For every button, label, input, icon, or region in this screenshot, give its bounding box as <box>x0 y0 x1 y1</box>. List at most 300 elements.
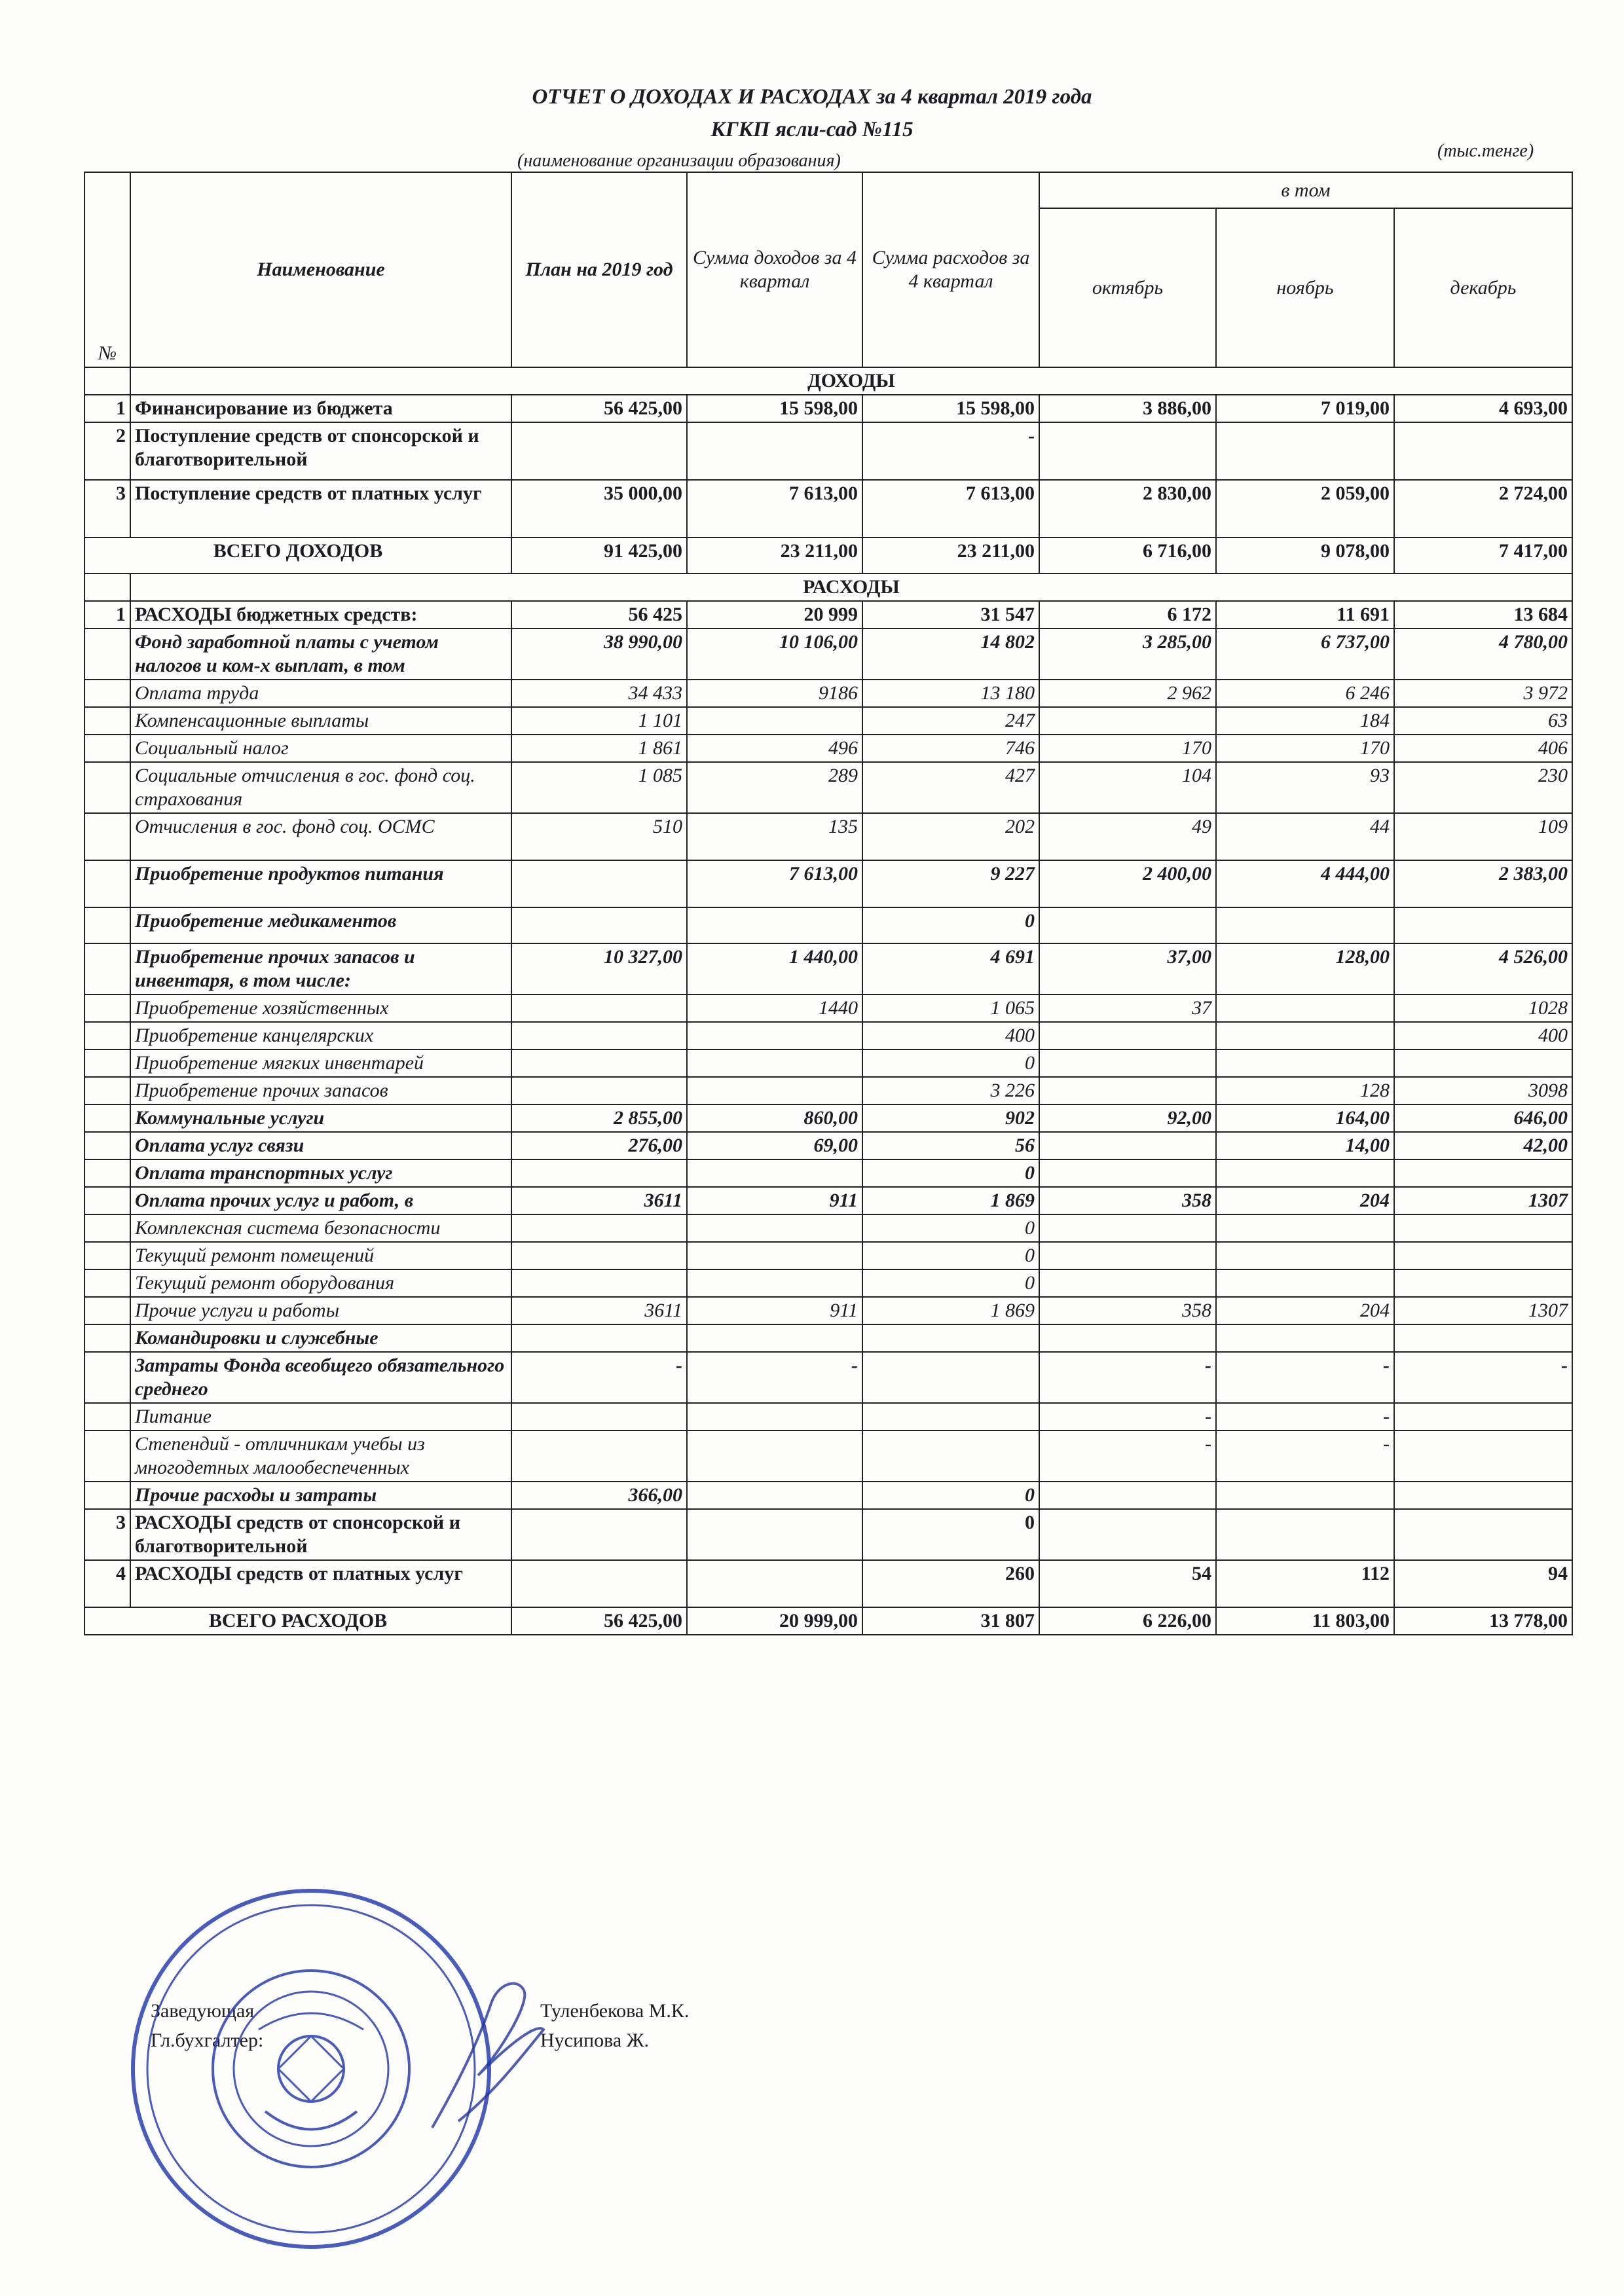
row-number: 3 <box>84 1509 130 1560</box>
cell-december <box>1394 1324 1572 1352</box>
cell-expense: 14 802 <box>862 629 1039 680</box>
row-name: Прочие услуги и работы <box>130 1297 511 1324</box>
total-plan: 56 425,00 <box>511 1607 687 1635</box>
row-number <box>84 860 130 907</box>
cell-plan <box>511 1214 687 1242</box>
cell-november <box>1216 1242 1394 1269</box>
row-number <box>84 1352 130 1403</box>
cell-november: 128 <box>1216 1077 1394 1104</box>
cell-income <box>687 707 862 735</box>
cell-december: 1028 <box>1394 994 1572 1022</box>
row-name: Оплата труда <box>130 680 511 707</box>
cell-plan: 276,00 <box>511 1132 687 1159</box>
expense-row <box>84 1104 1572 1132</box>
cell-november <box>1216 1214 1394 1242</box>
cell-plan <box>511 994 687 1022</box>
cell-expense: 1 065 <box>862 994 1039 1022</box>
row-name: Приобретение хозяйственных <box>130 994 511 1022</box>
row-number: 1 <box>84 601 130 629</box>
header-plan: План на 2019 год <box>511 172 687 367</box>
expense-row <box>84 1022 1572 1049</box>
cell-october <box>1039 1214 1216 1242</box>
cell-october <box>1039 1242 1216 1269</box>
cell-november: 2 059,00 <box>1216 480 1394 538</box>
cell-income: 7 613,00 <box>687 480 862 538</box>
row-number <box>84 1403 130 1430</box>
report-table <box>84 172 1573 1635</box>
cell-expense: 0 <box>862 1482 1039 1509</box>
row-name: Поступление средств от спонсорской и благотворительной <box>130 422 511 480</box>
total-expense: 31 807 <box>862 1607 1039 1635</box>
cell-november: 93 <box>1216 762 1394 813</box>
cell-october: - <box>1039 1430 1216 1482</box>
row-name: Оплата услуг связи <box>130 1132 511 1159</box>
cell-expense <box>862 1352 1039 1403</box>
cell-november <box>1216 1269 1394 1297</box>
cell-expense: 15 598,00 <box>862 395 1039 422</box>
cell-october: 37 <box>1039 994 1216 1022</box>
cell-expense: 56 <box>862 1132 1039 1159</box>
expense-row <box>84 813 1572 860</box>
row-number <box>84 1187 130 1214</box>
expense-row <box>84 994 1572 1022</box>
cell-october: 170 <box>1039 735 1216 762</box>
header-name: Наименование <box>130 172 511 367</box>
cell-december: 42,00 <box>1394 1132 1572 1159</box>
cell-december: 63 <box>1394 707 1572 735</box>
cell-december: 4 693,00 <box>1394 395 1572 422</box>
cell-october: 49 <box>1039 813 1216 860</box>
cell-october: 6 172 <box>1039 601 1216 629</box>
cell-expense: 4 691 <box>862 943 1039 994</box>
income-total-row <box>84 538 1572 574</box>
row-number <box>84 1049 130 1077</box>
row-name: Поступление средств от платных услуг <box>130 480 511 538</box>
cell-december <box>1394 1049 1572 1077</box>
row-name: Прочие расходы и затраты <box>130 1482 511 1509</box>
cell-income: 15 598,00 <box>687 395 862 422</box>
row-name: РАСХОДЫ средств от спонсорской и благотворительной <box>130 1509 511 1560</box>
row-number <box>84 1430 130 1482</box>
cell-income: 1 440,00 <box>687 943 862 994</box>
expense-row <box>84 1482 1572 1509</box>
cell-november: 44 <box>1216 813 1394 860</box>
cell-december: 4 526,00 <box>1394 943 1572 994</box>
cell-november: 112 <box>1216 1560 1394 1607</box>
cell-plan: 56 425 <box>511 601 687 629</box>
cell-plan <box>511 1430 687 1482</box>
expense-row <box>84 601 1572 629</box>
expense-row <box>84 1430 1572 1482</box>
expense-row <box>84 1077 1572 1104</box>
cell-income <box>687 1560 862 1607</box>
cell-november: 6 246 <box>1216 680 1394 707</box>
row-name: Комплексная система безопасности <box>130 1214 511 1242</box>
cell-october: 2 400,00 <box>1039 860 1216 907</box>
report-title: ОТЧЕТ О ДОХОДАХ И РАСХОДАХ за 4 квартал 2019 года <box>532 85 1092 109</box>
cell-income: 69,00 <box>687 1132 862 1159</box>
cell-plan <box>511 1159 687 1187</box>
row-name: Отчисления в гос. фонд соц. ОСМС <box>130 813 511 860</box>
cell-income <box>687 1509 862 1560</box>
row-number <box>84 1242 130 1269</box>
cell-income <box>687 1269 862 1297</box>
row-number <box>84 1022 130 1049</box>
row-name: Приобретение медикаментов <box>130 907 511 943</box>
cell-plan <box>511 1077 687 1104</box>
cell-expense: 260 <box>862 1560 1039 1607</box>
cell-december <box>1394 1242 1572 1269</box>
cell-december <box>1394 1269 1572 1297</box>
cell-plan: 1 861 <box>511 735 687 762</box>
header-december: декабрь <box>1394 208 1572 367</box>
cell-income <box>687 1159 862 1187</box>
expense-row <box>84 1352 1572 1403</box>
cell-december: 94 <box>1394 1560 1572 1607</box>
cell-october: 92,00 <box>1039 1104 1216 1132</box>
cell-plan: 10 327,00 <box>511 943 687 994</box>
expense-row <box>84 1187 1572 1214</box>
expense-section-heading: РАСХОДЫ <box>130 574 1572 601</box>
cell-december: 2 383,00 <box>1394 860 1572 907</box>
cell-income <box>687 1049 862 1077</box>
cell-plan: 1 085 <box>511 762 687 813</box>
cell-november: 184 <box>1216 707 1394 735</box>
cell-income: 911 <box>687 1297 862 1324</box>
cell-expense: 1 869 <box>862 1187 1039 1214</box>
cell-december <box>1394 422 1572 480</box>
row-number <box>84 735 130 762</box>
cell-income <box>687 422 862 480</box>
cell-expense: 0 <box>862 1214 1039 1242</box>
cell-income <box>687 1022 862 1049</box>
expense-row <box>84 1242 1572 1269</box>
cell-plan: - <box>511 1352 687 1403</box>
expense-row <box>84 1269 1572 1297</box>
cell-income: 9186 <box>687 680 862 707</box>
cell-plan: 2 855,00 <box>511 1104 687 1132</box>
cell-december <box>1394 1214 1572 1242</box>
cell-november <box>1216 994 1394 1022</box>
cell-expense: 0 <box>862 1509 1039 1560</box>
row-name: Оплата прочих услуг и работ, в <box>130 1187 511 1214</box>
row-number <box>84 943 130 994</box>
cell-plan: 35 000,00 <box>511 480 687 538</box>
cell-november <box>1216 1159 1394 1187</box>
cell-income: 20 999 <box>687 601 862 629</box>
cell-november: 11 691 <box>1216 601 1394 629</box>
row-name: Социальный налог <box>130 735 511 762</box>
cell-income <box>687 907 862 943</box>
cell-december: 3098 <box>1394 1077 1572 1104</box>
cell-expense: 902 <box>862 1104 1039 1132</box>
income-section-heading: ДОХОДЫ <box>130 367 1572 395</box>
expense-row <box>84 1049 1572 1077</box>
handwritten-signature <box>419 1964 550 2134</box>
cell-december: 2 724,00 <box>1394 480 1572 538</box>
cell-december <box>1394 1430 1572 1482</box>
cell-december <box>1394 1509 1572 1560</box>
cell-october: 2 962 <box>1039 680 1216 707</box>
cell-november: 14,00 <box>1216 1132 1394 1159</box>
cell-october: 3 886,00 <box>1039 395 1216 422</box>
income-section-heading-row <box>84 367 1572 395</box>
cell-expense <box>862 1324 1039 1352</box>
expense-row <box>84 907 1572 943</box>
total-label: ВСЕГО РАСХОДОВ <box>84 1607 511 1635</box>
cell-october <box>1039 1159 1216 1187</box>
cell-plan: 34 433 <box>511 680 687 707</box>
cell-november: 128,00 <box>1216 943 1394 994</box>
head-name: Туленбекова М.К. <box>540 2000 690 2022</box>
cell-expense: 1 869 <box>862 1297 1039 1324</box>
total-october: 6 226,00 <box>1039 1607 1216 1635</box>
cell-income <box>687 1324 862 1352</box>
row-number <box>84 762 130 813</box>
expense-row <box>84 1132 1572 1159</box>
cell-expense: 0 <box>862 1269 1039 1297</box>
cell-october: 104 <box>1039 762 1216 813</box>
cell-income <box>687 1214 862 1242</box>
cell-expense: 31 547 <box>862 601 1039 629</box>
expense-row <box>84 707 1572 735</box>
total-november: 11 803,00 <box>1216 1607 1394 1635</box>
expense-row <box>84 629 1572 680</box>
cell-october <box>1039 1324 1216 1352</box>
cell-november: 4 444,00 <box>1216 860 1394 907</box>
cell-october <box>1039 422 1216 480</box>
cell-october: - <box>1039 1403 1216 1430</box>
cell-december: 1307 <box>1394 1297 1572 1324</box>
income-row <box>84 422 1572 480</box>
cell-income <box>687 1482 862 1509</box>
cell-october: 3 285,00 <box>1039 629 1216 680</box>
cell-october: 358 <box>1039 1187 1216 1214</box>
row-number: 1 <box>84 395 130 422</box>
expense-row <box>84 1324 1572 1352</box>
income-row <box>84 395 1572 422</box>
organization-caption: (наименование организации образования) <box>517 151 841 171</box>
cell-expense: 9 227 <box>862 860 1039 907</box>
cell-plan <box>511 1324 687 1352</box>
cell-plan: 56 425,00 <box>511 395 687 422</box>
cell-income: 289 <box>687 762 862 813</box>
cell-december <box>1394 907 1572 943</box>
cell-october: 37,00 <box>1039 943 1216 994</box>
row-number <box>84 1132 130 1159</box>
expense-row <box>84 762 1572 813</box>
row-name: Текущий ремонт помещений <box>130 1242 511 1269</box>
cell-november: 170 <box>1216 735 1394 762</box>
cell-october <box>1039 1132 1216 1159</box>
cell-december: 1307 <box>1394 1187 1572 1214</box>
cell-october <box>1039 707 1216 735</box>
cell-october: 54 <box>1039 1560 1216 1607</box>
income-row <box>84 480 1572 538</box>
cell-plan <box>511 1022 687 1049</box>
cell-expense: 0 <box>862 1049 1039 1077</box>
cell-december: 109 <box>1394 813 1572 860</box>
cell-income: 496 <box>687 735 862 762</box>
row-name: РАСХОДЫ бюджетных средств: <box>130 601 511 629</box>
cell-income: 860,00 <box>687 1104 862 1132</box>
cell-income <box>687 1242 862 1269</box>
row-number <box>84 707 130 735</box>
cell-december: 230 <box>1394 762 1572 813</box>
cell-november: - <box>1216 1430 1394 1482</box>
cell-income: 135 <box>687 813 862 860</box>
cell-income <box>687 1077 862 1104</box>
header-group: в том <box>1039 172 1572 208</box>
row-name: Оплата транспортных услуг <box>130 1159 511 1187</box>
row-number <box>84 813 130 860</box>
cell-november <box>1216 422 1394 480</box>
cell-expense: 3 226 <box>862 1077 1039 1104</box>
cell-expense: 247 <box>862 707 1039 735</box>
cell-november: - <box>1216 1352 1394 1403</box>
cell-expense <box>862 1430 1039 1482</box>
cell-november: 7 019,00 <box>1216 395 1394 422</box>
organization-name: КГКП ясли-сад №115 <box>710 118 913 141</box>
cell-plan <box>511 1269 687 1297</box>
cell-plan <box>511 907 687 943</box>
total-october: 6 716,00 <box>1039 538 1216 574</box>
cell-plan <box>511 1242 687 1269</box>
cell-expense: 0 <box>862 907 1039 943</box>
row-name: Финансирование из бюджета <box>130 395 511 422</box>
cell-october <box>1039 907 1216 943</box>
total-plan: 91 425,00 <box>511 538 687 574</box>
cell-plan <box>511 1560 687 1607</box>
cell-plan: 1 101 <box>511 707 687 735</box>
row-name: Приобретение канцелярских <box>130 1022 511 1049</box>
cell-expense: 746 <box>862 735 1039 762</box>
cell-expense: 0 <box>862 1159 1039 1187</box>
row-number <box>84 1324 130 1352</box>
cell-october <box>1039 1077 1216 1104</box>
cell-december: 3 972 <box>1394 680 1572 707</box>
row-name: РАСХОДЫ средств от платных услуг <box>130 1560 511 1607</box>
row-number <box>84 680 130 707</box>
cell-plan <box>511 860 687 907</box>
row-number <box>84 994 130 1022</box>
expense-row <box>84 680 1572 707</box>
cell-plan: 3611 <box>511 1297 687 1324</box>
expense-row <box>84 1509 1572 1560</box>
row-name: Компенсационные выплаты <box>130 707 511 735</box>
header-october: октябрь <box>1039 208 1216 367</box>
expense-row <box>84 1560 1572 1607</box>
cell-income: 911 <box>687 1187 862 1214</box>
row-number <box>84 1269 130 1297</box>
cell-income: 7 613,00 <box>687 860 862 907</box>
section-spacer <box>84 367 130 395</box>
cell-expense: 427 <box>862 762 1039 813</box>
expense-row <box>84 860 1572 907</box>
cell-expense: 202 <box>862 813 1039 860</box>
cell-expense: - <box>862 422 1039 480</box>
cell-november: 204 <box>1216 1297 1394 1324</box>
cell-expense <box>862 1403 1039 1430</box>
header-income: Сумма доходов за 4 квартал <box>687 172 862 367</box>
expense-row <box>84 1159 1572 1187</box>
row-number <box>84 1297 130 1324</box>
row-name: Фонд заработной платы с учетом налогов и ком-х выплат, в том <box>130 629 511 680</box>
cell-plan <box>511 1509 687 1560</box>
cell-october <box>1039 1049 1216 1077</box>
row-name: Приобретение прочих запасов <box>130 1077 511 1104</box>
cell-income <box>687 1403 862 1430</box>
cell-december: 406 <box>1394 735 1572 762</box>
cell-income: 1440 <box>687 994 862 1022</box>
accountant-role: Гл.бухгалтер: <box>151 2030 264 2051</box>
accountant-name: Нусипова Ж. <box>540 2030 650 2051</box>
cell-plan <box>511 422 687 480</box>
row-number: 4 <box>84 1560 130 1607</box>
row-number: 3 <box>84 480 130 538</box>
cell-december <box>1394 1403 1572 1430</box>
row-number <box>84 629 130 680</box>
section-spacer <box>84 574 130 601</box>
total-income: 23 211,00 <box>687 538 862 574</box>
cell-december: - <box>1394 1352 1572 1403</box>
expense-row <box>84 1297 1572 1324</box>
row-name: Степендий - отличникам учебы из многодетных малообеспеченных <box>130 1430 511 1482</box>
cell-october <box>1039 1509 1216 1560</box>
row-number <box>84 1482 130 1509</box>
cell-plan: 3611 <box>511 1187 687 1214</box>
row-number <box>84 1104 130 1132</box>
total-november: 9 078,00 <box>1216 538 1394 574</box>
expense-row <box>84 735 1572 762</box>
cell-expense: 0 <box>862 1242 1039 1269</box>
cell-november <box>1216 1049 1394 1077</box>
cell-october: 2 830,00 <box>1039 480 1216 538</box>
cell-october: 358 <box>1039 1297 1216 1324</box>
row-number <box>84 907 130 943</box>
cell-november: 6 737,00 <box>1216 629 1394 680</box>
row-name: Питание <box>130 1403 511 1430</box>
cell-expense: 13 180 <box>862 680 1039 707</box>
cell-october <box>1039 1482 1216 1509</box>
cell-november <box>1216 1022 1394 1049</box>
row-name: Приобретение продуктов питания <box>130 860 511 907</box>
cell-income: - <box>687 1352 862 1403</box>
cell-december <box>1394 1159 1572 1187</box>
row-name: Текущий ремонт оборудования <box>130 1269 511 1297</box>
total-income: 20 999,00 <box>687 1607 862 1635</box>
total-december: 13 778,00 <box>1394 1607 1572 1635</box>
row-name: Командировки и служебные <box>130 1324 511 1352</box>
header-expense: Сумма расходов за 4 квартал <box>862 172 1039 367</box>
expense-total-row <box>84 1607 1572 1635</box>
cell-november <box>1216 1509 1394 1560</box>
cell-expense: 7 613,00 <box>862 480 1039 538</box>
expense-row <box>84 943 1572 994</box>
cell-plan <box>511 1049 687 1077</box>
cell-income <box>687 1430 862 1482</box>
cell-income: 10 106,00 <box>687 629 862 680</box>
cell-plan: 366,00 <box>511 1482 687 1509</box>
cell-november <box>1216 1324 1394 1352</box>
cell-december <box>1394 1482 1572 1509</box>
expense-section-heading-row <box>84 574 1572 601</box>
cell-december: 4 780,00 <box>1394 629 1572 680</box>
cell-november <box>1216 907 1394 943</box>
row-number: 2 <box>84 422 130 480</box>
row-name: Затраты Фонда всеобщего обязательного среднего <box>130 1352 511 1403</box>
cell-november: 204 <box>1216 1187 1394 1214</box>
